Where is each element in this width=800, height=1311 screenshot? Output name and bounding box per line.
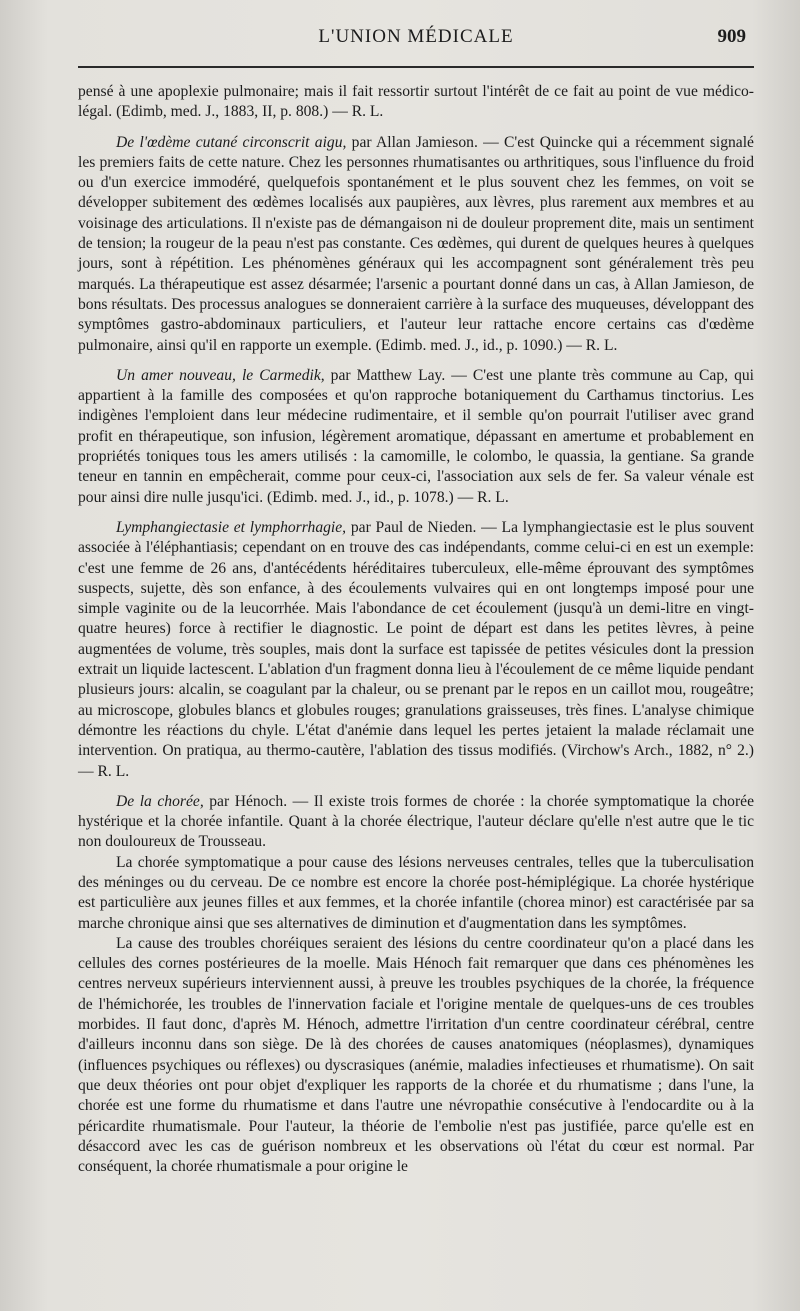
abstract-title: Un amer nouveau, le Carmedik, bbox=[116, 366, 325, 384]
paragraph bbox=[78, 934, 754, 1178]
paragraph bbox=[78, 792, 754, 853]
paragraph bbox=[78, 518, 754, 782]
paragraph-text: pensé à une apoplexie pulmonaire; mais il fait ressortir surtout l'intérêt de ce fait au point de vue médico-légal. (Edimb, med. J., 1883, II, p. 808.) — R. L. bbox=[78, 83, 754, 121]
running-head bbox=[78, 18, 754, 52]
journal-title: L'UNION MÉDICALE bbox=[318, 26, 514, 47]
paragraph-text: par Matthew Lay. — C'est une plante très commune au Cap, qui appartient à la famille des composées et qu'on rapproche botaniquement du Carthamus tinctorius. Les indigènes l'emploient dans leur médecine rudimentaire, et il semble qu'on pourrait l'utiliser avec grand profit en thérapeutique, son infusion, légèrement aromatique, dépassant en amertume et probablement en propriétés toniques tous les amers utilisés : la camomille, le colombo, le quassia, la gentiane. Sa grande teneur en tannin en empêcherait, comme pour ceux-ci, l'association aux sels de fer. Sa valeur vénale est pour ainsi dire nulle jusqu'ici. (Edimb. med. J., id., p. 1078.) — R. L. bbox=[78, 366, 754, 506]
paragraph bbox=[78, 366, 754, 508]
paragraph bbox=[78, 82, 754, 123]
paragraph-text: par Hénoch. — Il existe trois formes de chorée : la chorée symptomatique la chorée hystérique et la chorée infantile. Quant à la chorée électrique, l'auteur déclare qu'elle n'est autre que le tic non douloureux de Trousseau. bbox=[78, 792, 754, 851]
article-body bbox=[78, 82, 754, 1177]
paragraph-text: par Allan Jamieson. — C'est Quincke qui a récemment signalé les premiers faits de cette nature. Chez les personnes rhumatisantes ou arthritiques, sous l'influence du froid ou d'un exercice immodéré, quelquefois spontanément et le plus souvent chez les femmes, on voit se développer subitement des œdèmes localisés aux paupières, aux lèvres, plus rarement aux membres et au voisinage des articulations. Il n'existe pas de démangaison ni de douleur proprement dite, mais un sentiment de tension; la rougeur de la peau n'est pas constante. Ces œdèmes, qui durent de quelques heures à quelques jours, sont à répétition. Les phénomènes généraux qui les accompagnent sont généralement très peu marqués. La thérapeutique est assez désarmée; l'arsenic a pourtant donné dans un cas, à Allan Jamieson, de bons résultats. Des processus analogues se donneraient carrière à la surface des muqueuses, développant des symptômes gastro-abdominaux particuliers, et l'auteur leur rattache encore certains cas d'œdème pulmonaire, ainsi qu'il en rapporte un exemple. (Edimb. med. J., id., p. 1090.) — R. L. bbox=[78, 133, 754, 354]
paragraph bbox=[78, 853, 754, 934]
page-number: 909 bbox=[717, 26, 746, 47]
paragraph bbox=[78, 133, 754, 356]
paragraph-text: par Paul de Nieden. — La lymphangiectasie est le plus souvent associée à l'éléphantiasis; cependant on en trouve des cas indépendants, comme celui-ci en est un exemple: c'est une femme de 26 ans, d'antécédents héréditaires tuberculeux, elle-même éprouvant des symptômes suspects, sujette, dès son enfance, à des écoulements vulvaires qui en ont longtemps imposé pour une simple vaginite ou de la leucorrhée. Mais l'abondance de cet écoulement (jusqu'à un demi-litre en vingt-quatre heures) force à rectifier le diagnostic. Le point de départ est dans les petites lèvres, à peine augmentées de volume, très souples, mais dont la surface est tapissée de petites vésicules dont la pression extrait un liquide lactescent. L'ablation d'un fragment donna lieu à l'écoulement de ce même liquide pendant plusieurs jours: alcalin, se coagulant par la chaleur, ou se prenant par le repos en un caillot mou, rougeâtre; au microscope, globules blancs et globules rouges; granulations graisseuses, très fines. L'analyse chimique démontre les réactions du chyle. L'état d'anémie dans lequel les pertes jetaient la malade réclamait une intervention. On pratiqua, au thermo-cautère, l'ablation des tissus modifiés. (Virchow's Arch., 1882, n° 2.) — R. L. bbox=[78, 518, 755, 780]
abstract-title: Lymphangiectasie et lymphorrhagie, bbox=[116, 518, 347, 536]
header-rule bbox=[78, 66, 754, 68]
abstract-title: De l'œdème cutané circonscrit aigu, bbox=[116, 133, 347, 151]
paragraph-text: La cause des troubles choréiques seraient des lésions du centre coordinateur qu'on a placé dans les cellules des cornes postérieures de la moelle. Mais Hénoch fait remarquer que dans ces phénomènes les centres nerveux supérieurs interviennent aussi, à preuve les troubles psychiques de la chorée, la fréquence de l'hémichorée, les troubles de l'innervation faciale et l'origine mentale de quelques-uns de ces troubles morbides. Il faut donc, d'après M. Hénoch, admettre l'irritation d'un centre coordinateur cérébral, centre d'ailleurs inconnu dans son siège. De là des chorées de causes anatomiques (néoplasmes), dynamiques (influences psychiques ou réflexes) ou dyscrasiques (anémie, maladies infectieuses et rhumatisme). On sait que deux théories ont pour objet d'expliquer les rapports de la chorée et du rhumatisme ; dans l'une, la chorée est une forme du rhumatisme et dans l'autre une névropathie consécutive à l'endocardite ou à la péricardite rhumatismale. Pour l'auteur, la théorie de l'embolie n'est pas justifiée, parce qu'elle est en désaccord avec les cas de guérison nombreux et les observations où l'état du cœur est normal. Par conséquent, la chorée rhumatismale a pour origine le bbox=[78, 934, 754, 1176]
paragraph-text: La chorée symptomatique a pour cause des lésions nerveuses centrales, telles que la tuberculisation des méninges ou du cerveau. De ce nombre est encore la chorée post-hémiplégique. La chorée hystérique est particulière aux jeunes filles et aux femmes, et la chorée infantile (chorea minor) est caractérisée par sa marche chronique ainsi que ses alternatives de diminution et d'augmentation dans les symptômes. bbox=[78, 853, 754, 932]
abstract-title: De la chorée, bbox=[116, 792, 204, 810]
